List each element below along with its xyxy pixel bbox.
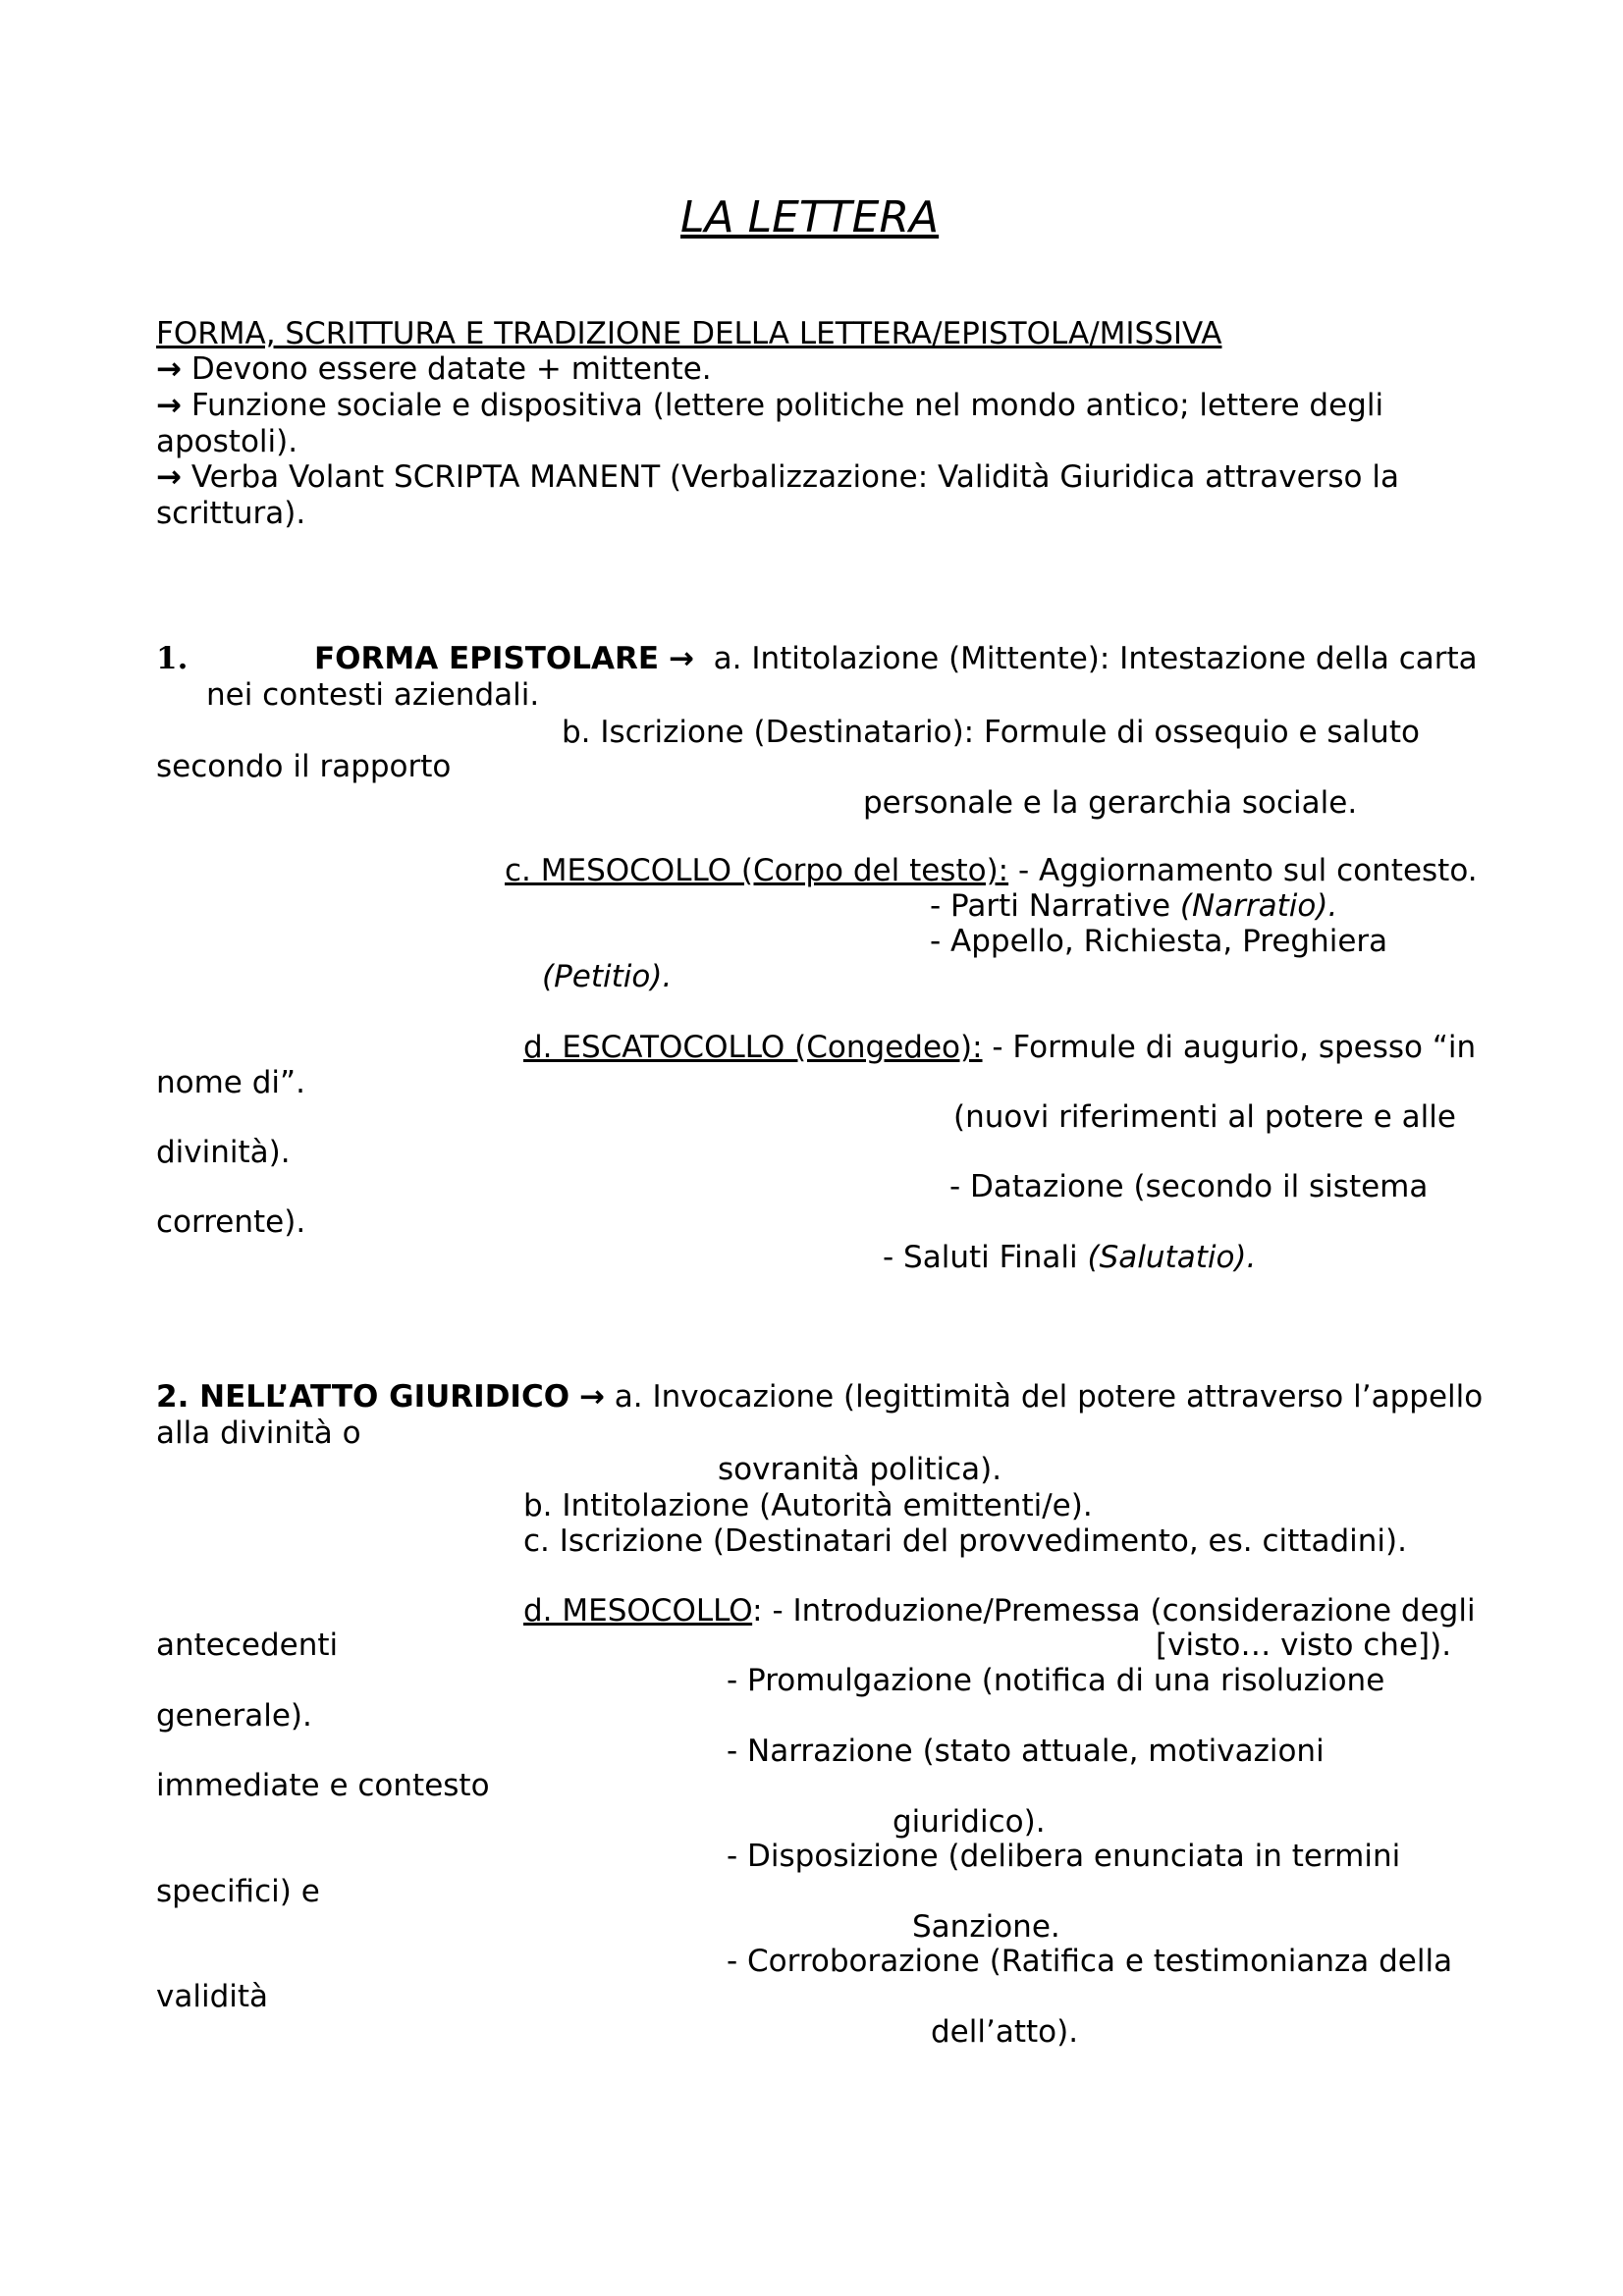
intro-line-1: → Devono essere datate + mittente. [156,351,712,387]
arrow-right-icon: → [156,351,182,387]
section-2-line-d3: [visto… visto che]). [1156,1628,1452,1663]
section-1-line-c: c. MESOCOLLO (Corpo del testo): - Aggiornamento sul contesto. [505,853,1478,888]
escatocollo-label: d. ESCATOCOLLO (Congedeo): [523,1030,983,1065]
intro-line-3b: scrittura). [156,496,306,531]
section-1-number: 1. [156,641,189,676]
section-2-line-c: c. Iscrizione (Destinatari del provvedimento, es. cittadini). [523,1523,1407,1559]
arrow-right-icon: → [156,459,182,495]
section-2-line-d2: antecedenti [156,1628,339,1663]
section-1-line-d4: divinità). [156,1135,291,1170]
page-title: LA LETTERA [680,192,940,242]
section-2-line-b: b. Intitolazione (Autorità emittenti/e). [523,1488,1093,1523]
section-1-line-d2: nome di”. [156,1065,305,1100]
arrow-right-icon: → [668,641,694,676]
section-1-line-d7: - Saluti Finali (Salutatio). [883,1240,1257,1275]
section-2-line-d: d. MESOCOLLO: - Introduzione/Premessa (considerazione degli [523,1593,1476,1629]
intro-line-3: → Verba Volant SCRIPTA MANENT (Verbalizzazione: Validità Giuridica attraverso la [156,459,1399,495]
section-2-line-d8: giuridico). [893,1804,1046,1840]
section-1-line-c4: (Petitio). [542,959,673,994]
section-2-line-d5: generale). [156,1698,312,1734]
section-2-line-d4: - Promulgazione (notifica di una risoluzione [727,1663,1385,1698]
section-2-line-d10: specifici) e [156,1874,320,1909]
section-1-heading: FORMA EPISTOLARE [314,641,660,676]
section-1-line-b2: secondo il rapporto [156,749,452,784]
section-1-line-b3: personale e la gerarchia sociale. [863,785,1358,821]
section-2-line-a3: sovranità politica). [718,1452,1002,1487]
section-1-line-d5: - Datazione (secondo il sistema [949,1169,1429,1204]
section-1-line-d6: corrente). [156,1204,306,1240]
section-1-line-d3: (nuovi riferimenti al potere e alle [953,1099,1456,1135]
mesocollo-label: d. MESOCOLLO [523,1593,753,1629]
section-1-line-a: FORMA EPISTOLARE → a. Intitolazione (Mittente): Intestazione della carta [314,641,1478,676]
intro-heading: FORMA, SCRITTURA E TRADIZIONE DELLA LETTERA/EPISTOLA/MISSIVA [156,316,1222,351]
section-2-line-a2: alla divinità o [156,1415,361,1451]
section-1-line-c2: - Parti Narrative (Narratio). [930,888,1338,924]
arrow-right-icon: → [578,1379,605,1415]
section-1-line-b: b. Iscrizione (Destinatario): Formule di ossequio e saluto [562,715,1420,750]
section-2-line-d13: validità [156,1979,269,2014]
section-2-line-d7: immediate e contesto [156,1768,490,1803]
section-2-line-d14: dell’atto). [931,2014,1079,2050]
mesocollo-label: c. MESOCOLLO (Corpo del testo): [505,853,1009,888]
intro-line-2b: apostoli). [156,424,298,459]
section-1-line-a2: nei contesti aziendali. [206,677,540,713]
section-1-line-c3: - Appello, Richiesta, Preghiera [930,924,1388,959]
intro-line-2: → Funzione sociale e dispositiva (lettere politiche nel mondo antico; lettere degli [156,388,1384,423]
section-2-line-d9: - Disposizione (delibera enunciata in termini [727,1839,1401,1874]
section-2-line-a: 2. NELL’ATTO GIURIDICO → a. Invocazione (legittimità del potere attraverso l’appello [156,1379,1484,1415]
section-2-heading: 2. NELL’ATTO GIURIDICO [156,1379,570,1415]
section-1-line-d: d. ESCATOCOLLO (Congedeo): - Formule di augurio, spesso “in [523,1030,1477,1065]
section-2-line-d11: Sanzione. [912,1909,1060,1945]
section-2-line-d6: - Narrazione (stato attuale, motivazioni [727,1734,1325,1769]
section-2-line-d12: - Corroborazione (Ratifica e testimonianza della [727,1944,1453,1979]
arrow-right-icon: → [156,388,182,423]
